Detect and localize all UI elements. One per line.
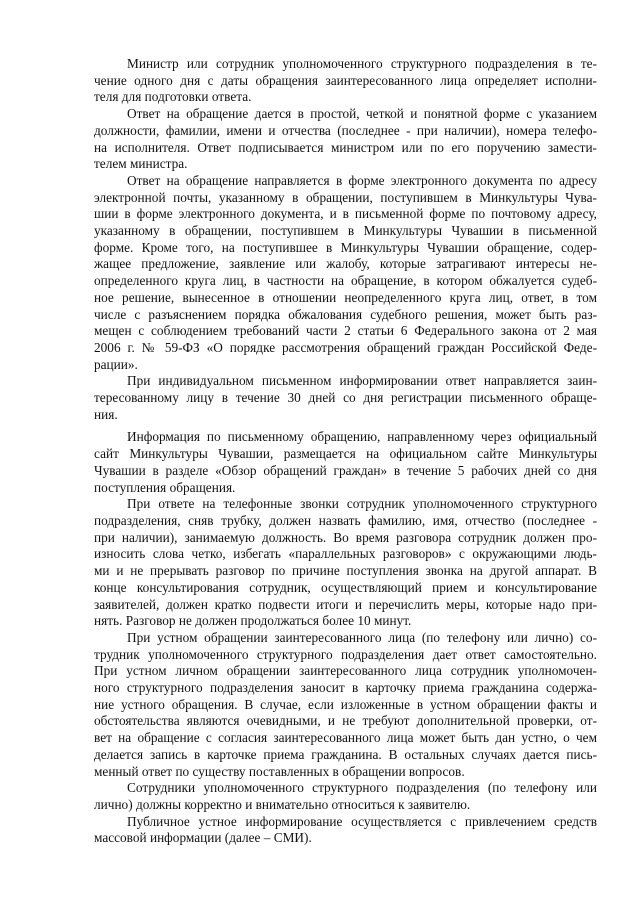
paragraph-line: обстоятельства являются очевидными, и не требуют дополнительной проверки, от- xyxy=(94,713,597,729)
paragraph xyxy=(94,56,597,106)
paragraph-line: 2006 г. № 59-ФЗ «О порядке рассмотрения обращений граждан Российской Феде- xyxy=(94,339,597,355)
paragraph-line: числе с разъяснением порядка обжалования судебного решения, может быть раз- xyxy=(94,306,597,322)
paragraph-line: мещен с соблюдением требований части 2 статьи 6 Федерального закона от 2 мая xyxy=(94,323,597,339)
paragraph-line: При устном обращении заинтересованного лица (по телефону или лично) со- xyxy=(127,629,597,645)
paragraph-line: конце консультирования сотрудник, осуществляющий прием и консультирование xyxy=(94,579,597,595)
paragraph xyxy=(94,814,597,847)
paragraph xyxy=(94,429,597,496)
paragraph-line: ного структурного подразделения заносит в карточку приема гражданина содержа- xyxy=(94,680,597,696)
paragraph-line: лично) должны корректно и внимательно относиться к заявителю. xyxy=(94,796,471,812)
paragraph xyxy=(94,173,597,373)
paragraph-line: При индивидуальном письменном информировании ответ направляется заин- xyxy=(127,373,597,389)
paragraph-line: менный ответ по существу поставленных в обращении вопросов. xyxy=(94,763,465,779)
paragraph-line: При устном личном обращении заинтересованного лица сотрудник уполномочен- xyxy=(94,663,597,679)
paragraph-line: тересованному лицу в течение 30 дней со дня регистрации письменного обраще- xyxy=(94,390,597,406)
paragraph-line: Министр или сотрудник уполномоченного структурного подразделения в те- xyxy=(127,56,597,71)
paragraph-line: ное решение, вынесенное в отношении неопределенного круга лиц, ответ, в том xyxy=(94,289,597,305)
paragraph-line: нять. Разговор не должен продолжаться более 10 минут. xyxy=(94,613,412,629)
paragraph-line: трудник уполномоченного структурного подразделения дает ответ самостоятельно. xyxy=(94,646,597,662)
paragraph-line: подразделения, сняв трубку, должен назвать фамилию, имя, отчество (последнее - xyxy=(94,512,597,528)
paragraph xyxy=(94,106,597,173)
paragraph xyxy=(94,496,597,630)
document-body xyxy=(94,56,597,847)
paragraph-line: Информация по письменному обращению, направленному через официальный xyxy=(127,429,597,445)
paragraph-line: вет на обращение с согласия заинтересованного лица может быть дан устно, о чем xyxy=(94,730,597,746)
paragraph-line: указанному в обращении, поступившем в Минкультуры Чувашии в письменной xyxy=(94,223,597,239)
paragraph xyxy=(94,780,597,813)
paragraph-line: форме. Кроме того, на поступившее в Минкультуры Чувашии обращение, содер- xyxy=(94,239,597,255)
paragraph-line: сайт Минкультуры Чувашии, размещается на официальном сайте Минкультуры xyxy=(94,446,597,462)
paragraph-line: на исполнителя. Ответ подписывается министром или по его поручению замести- xyxy=(94,139,597,155)
paragraph-line: ния. xyxy=(94,406,118,422)
paragraph-line: должности, фамилии, имени и отчества (последнее - при наличии), номера телефо- xyxy=(94,122,597,138)
paragraph-line: рации». xyxy=(94,356,138,372)
paragraph-line: теля для подготовки ответа. xyxy=(94,89,252,105)
paragraph-line: телем министра. xyxy=(94,156,188,172)
paragraph-line: ние устного обращения. В случае, если изложенные в устном обращении факты и xyxy=(94,696,597,712)
paragraph-line: Сотрудники уполномоченного структурного подразделения (по телефону или xyxy=(127,780,597,796)
paragraph-line: заявителей, должен кратко подвести итоги и перечислить меры, которые надо при- xyxy=(94,596,597,612)
paragraph-line: Чувашии в разделе «Обзор обращений граждан» в течение 5 рабочих дней со дня xyxy=(94,462,597,478)
paragraph-line: жащее предложение, заявление или жалобу, которые затрагивают интересы не- xyxy=(94,256,597,272)
paragraph-line: определенного круга лиц, в частности на обращение, в котором обжалуется судеб- xyxy=(94,273,597,289)
paragraph-line: массовой информации (далее – СМИ). xyxy=(94,830,312,846)
paragraph-line: делается запись в карточке приема гражданина. В остальных случаях дается пись- xyxy=(94,746,597,762)
paragraph-line: шии в форме электронного документа, и в письменной форме по почтовому адресу, xyxy=(94,206,597,222)
paragraph-line: чение одного дня с даты обращения заинтересованного лица определяет исполни- xyxy=(94,72,597,88)
paragraph-line: износить слова четко, избегать «параллельных разговоров» с окружающими людь- xyxy=(94,546,597,562)
paragraph-line: поступления обращения. xyxy=(94,479,236,495)
paragraph-line: Ответ на обращение дается в простой, четкой и понятной форме с указанием xyxy=(127,106,597,122)
paragraph-line: при наличии), занимаемую должность. Во время разговора сотрудник должен про- xyxy=(94,529,597,545)
paragraph-line: Ответ на обращение направляется в форме электронного документа по адресу xyxy=(127,172,597,188)
paragraph-line: Публичное устное информирование осуществляется с привлечением средств xyxy=(127,813,597,829)
paragraph-line: При ответе на телефонные звонки сотрудник уполномоченного структурного xyxy=(127,496,597,512)
paragraph xyxy=(94,373,597,423)
paragraph xyxy=(94,630,597,780)
paragraph-line: ми и не прерывать разговор по причине поступления звонка на другой аппарат. В xyxy=(94,563,597,579)
paragraph-line: электронной почты, указанному в обращении, поступившем в Минкультуры Чува- xyxy=(94,189,597,205)
